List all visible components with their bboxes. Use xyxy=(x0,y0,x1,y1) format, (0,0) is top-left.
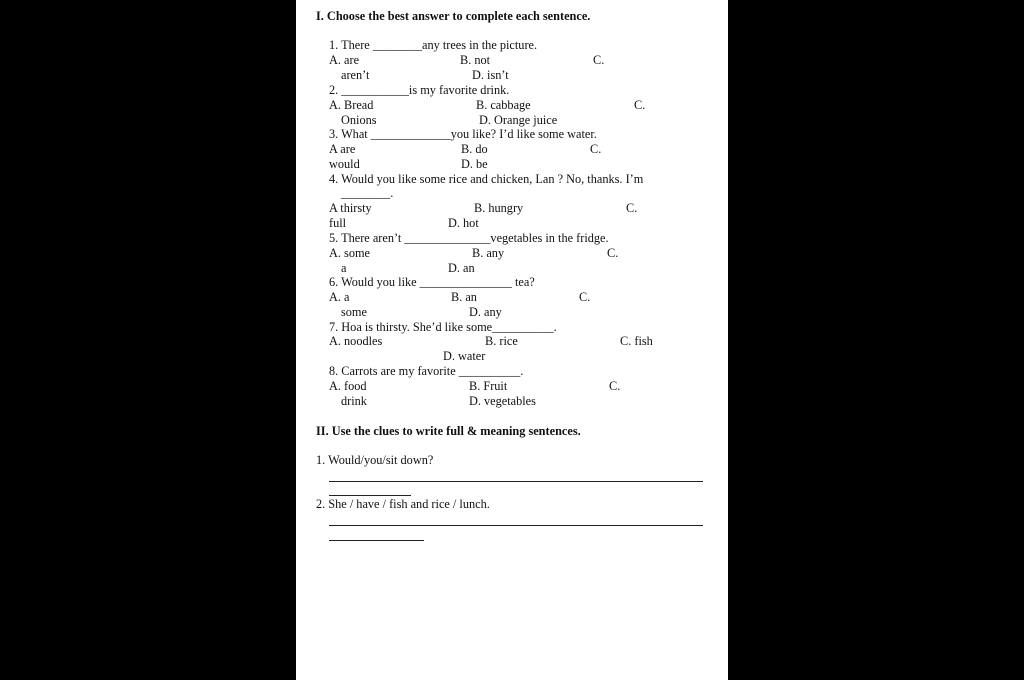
question-2-stem: 2. ___________is my favorite drink. xyxy=(329,83,510,97)
question-4-stem-continued: ________. xyxy=(341,186,394,200)
answer-line-2a xyxy=(329,525,703,526)
question-1-stem: 1. There ________any trees in the picture. xyxy=(329,38,538,52)
section-1-heading: I. Choose the best answer to complete each sentence. xyxy=(316,9,591,23)
question-5-option-d: D. an xyxy=(448,261,475,275)
exercise-2-item-1-prompt: 1. Would/you/sit down? xyxy=(316,453,434,467)
worksheet-page xyxy=(296,0,728,680)
question-8-option-d: D. vegetables xyxy=(469,394,536,408)
question-2-option-c-text: Onions xyxy=(341,113,377,127)
question-7-option-b: B. rice xyxy=(485,334,518,348)
question-4-option-d: D. hot xyxy=(448,216,479,230)
answer-line-2b xyxy=(329,540,424,541)
question-7-stem: 7. Hoa is thirsty. She’d like some__________. xyxy=(329,320,557,334)
answer-line-1a xyxy=(329,481,703,482)
question-6-stem: 6. Would you like _______________ tea? xyxy=(329,275,535,289)
question-8-stem: 8. Carrots are my favorite __________. xyxy=(329,364,524,378)
question-6-option-c-text: some xyxy=(341,305,367,319)
question-1-option-d: D. isn’t xyxy=(472,68,509,82)
question-4-option-b: B. hungry xyxy=(474,201,524,215)
section-2-heading: II. Use the clues to write full & meaning sentences. xyxy=(316,424,581,438)
question-2-option-d: D. Orange juice xyxy=(479,113,558,127)
question-5-option-a: A. some xyxy=(329,246,370,260)
question-1-option-c-text: aren’t xyxy=(341,68,370,82)
question-4-stem: 4. Would you like some rice and chicken, Lan ? No, thanks. I’m xyxy=(329,172,644,186)
question-4-option-c-text: full xyxy=(329,216,347,230)
question-5-option-c: C. xyxy=(607,246,619,260)
question-7-option-d: D. water xyxy=(443,349,486,363)
question-3-option-b: B. do xyxy=(461,142,488,156)
question-8-option-a: A. food xyxy=(329,379,367,393)
question-3-option-d: D. be xyxy=(461,157,488,171)
question-6-option-c: C. xyxy=(579,290,591,304)
question-7-option-c: C. fish xyxy=(620,334,653,348)
question-6-option-d: D. any xyxy=(469,305,502,319)
question-2-option-c: C. xyxy=(634,98,646,112)
question-3-option-c: C. xyxy=(590,142,602,156)
question-2-option-a: A. Bread xyxy=(329,98,374,112)
question-1-option-c: C. xyxy=(593,53,605,67)
question-3-option-a: A are xyxy=(329,142,356,156)
question-1-option-a: A. are xyxy=(329,53,360,67)
answer-line-1b xyxy=(329,495,411,496)
question-6-option-a: A. a xyxy=(329,290,350,304)
question-8-option-b: B. Fruit xyxy=(469,379,508,393)
question-3-stem: 3. What _____________you like? I’d like some water. xyxy=(329,127,597,141)
question-2-option-b: B. cabbage xyxy=(476,98,531,112)
question-1-option-b: B. not xyxy=(460,53,491,67)
question-8-option-c: C. xyxy=(609,379,621,393)
question-8-option-c-text: drink xyxy=(341,394,367,408)
question-5-option-b: B. any xyxy=(472,246,505,260)
question-5-option-c-text: a xyxy=(341,261,347,275)
question-6-option-b: B. an xyxy=(451,290,477,304)
exercise-2-item-2-prompt: 2. She / have / fish and rice / lunch. xyxy=(316,497,490,511)
question-7-option-a: A. noodles xyxy=(329,334,383,348)
question-4-option-c: C. xyxy=(626,201,638,215)
question-3-option-c-text: would xyxy=(329,157,360,171)
question-4-option-a: A thirsty xyxy=(329,201,372,215)
question-5-stem: 5. There aren’t ______________vegetables in the fridge. xyxy=(329,231,609,245)
